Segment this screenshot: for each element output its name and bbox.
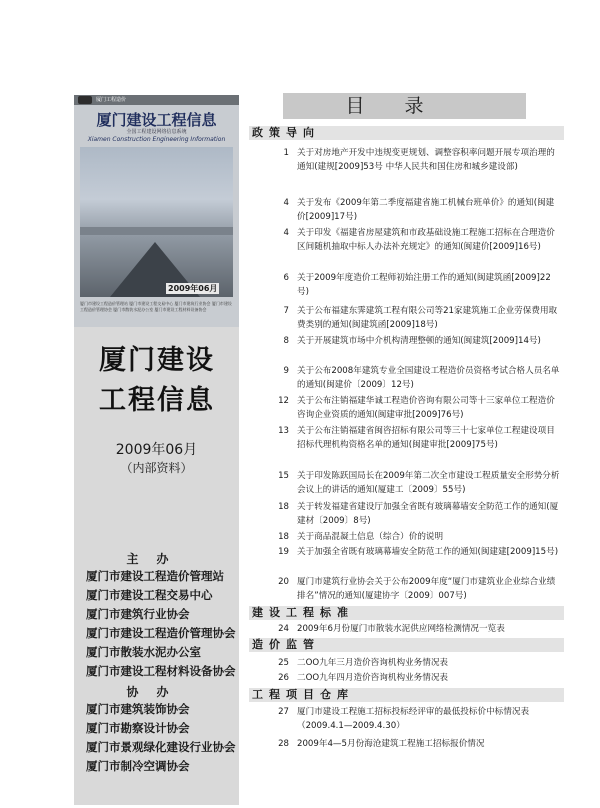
- publication-title: [82, 341, 232, 421]
- toc-entry-text: 关于印发《福建省房屋建筑和市政基础设施工程施工招标在合理造价区间随机抽取中标人办法补充规定》的通知(闽建价[2009]16号): [297, 228, 555, 252]
- toc-entry-text: 二OO九年三月造价咨询机构业务情况表: [297, 658, 449, 668]
- cover-title: 厦门建设工程信息: [96, 111, 217, 129]
- publication-title-line2: 工程信息: [99, 385, 215, 416]
- toc-section-project-warehouse: 工程项目仓库: [249, 688, 564, 702]
- cover-publisher: 厦门工程造价: [96, 97, 127, 103]
- toc-entry-text: 2009年6月份厦门市散装水泥供应网络检测情况一览表: [297, 624, 505, 634]
- cover-english-title: Xiamen Construction Engineering Information: [87, 136, 226, 143]
- host-item: 厦门市散装水泥办公室: [86, 645, 201, 659]
- toc-entry-text: 关于开展建筑市场中介机构清理整顿的通知(闽建筑[2009]14号): [297, 336, 541, 346]
- toc-page-number: 4: [283, 228, 289, 238]
- toc-page-number: 18: [278, 532, 289, 542]
- toc-entry-text: 关于商品混凝土信息（综合）价的说明: [297, 532, 444, 542]
- host-item: 厦门市建设工程造价管理站: [86, 569, 224, 583]
- toc-entry-text: 关于公布注销福建省闽咨招标有限公司等三十七家单位工程建设项目招标代理机构资格名单的通知(闽建审批[2009]75号): [297, 426, 555, 450]
- toc-entry-text: 厦门市建设工程施工招标投标经评审的最低投标价中标情况表（2009.4.1—2009.4.30）: [297, 707, 530, 731]
- cover-photo-highway: [80, 147, 233, 297]
- toc-page-number: 6: [283, 273, 289, 283]
- toc-entry-text: 关于公布注销福建华诚工程造价咨询有限公司等十三家单位工程造价咨询企业资质的通知(闽建审批[2009]76号): [297, 396, 555, 420]
- toc-entry-text: 关于发布《2009年第二季度福建省施工机械台班单价》的通知(闽建价[2009]17号): [297, 198, 555, 222]
- cohost-list: [86, 700, 236, 776]
- toc-page-number: 13: [278, 426, 289, 436]
- toc-section-cost-supervision: 造价监管: [249, 638, 564, 652]
- toc-entry-text: 2009年4—5月份海沧建筑工程施工招标报价情况: [297, 739, 485, 749]
- toc-entry-text: 二OO九年四月造价咨询机构业务情况表: [297, 673, 449, 683]
- cover-date: 2009年06月: [168, 284, 218, 293]
- left-column: [74, 95, 239, 805]
- toc-page-number: 25: [278, 658, 289, 668]
- toc-page-number: 4: [283, 198, 289, 208]
- cohost-heading: 协办: [126, 685, 187, 699]
- host-item: 厦门市建设工程材料设备协会: [86, 664, 236, 678]
- host-item: 厦门市建筑行业协会: [86, 607, 190, 621]
- toc-entry-text: 关于对房地产开发中违规变更规划、调整容积率问题开展专项治理的通知(建规[2009]53号 中华人民共和国住房和城乡建设部): [297, 148, 555, 172]
- publisher-logo-icon: [78, 96, 92, 104]
- toc-page-number: 19: [278, 547, 289, 557]
- toc-page-number: 28: [278, 739, 289, 749]
- toc-entry-text: 关于2009年度造价工程师初始注册工作的通知(闽建筑函[2009]22号): [297, 273, 551, 297]
- toc-page-number: 26: [278, 673, 289, 683]
- toc-page-number: 9: [283, 366, 289, 376]
- cohost-item: 厦门市景观绿化建设行业协会: [86, 740, 236, 754]
- toc-page-number: 15: [278, 471, 289, 481]
- bridge-shape: [80, 227, 233, 235]
- toc-entry-text: 厦门市建筑行业协会关于公布2009年度“厦门市建筑业企业综合业绩排名”情况的通知(厦建协字〔2009〕007号): [297, 577, 556, 601]
- host-item: 厦门市建设工程造价管理协会: [86, 626, 236, 640]
- toc-page-number: 1: [283, 148, 289, 158]
- host-list: [86, 567, 236, 681]
- toc-entry-text: 关于加强全省既有玻璃幕墙安全防范工作的通知(闽建建[2009]15号): [297, 547, 559, 557]
- toc-entry-text: 关于转发福建省建设厅加强全省既有玻璃幕墙安全防范工作的通知(厦建材〔2009〕8号): [297, 502, 559, 526]
- toc-page-number: 27: [278, 707, 289, 717]
- toc-page-number: 24: [278, 624, 289, 634]
- toc-page-number: 12: [278, 396, 289, 406]
- cover-thumbnail: [74, 95, 239, 327]
- cohost-item: 厦门市建筑装饰协会: [86, 702, 190, 716]
- toc-page-number: 7: [283, 306, 289, 316]
- cover-header-bar: [74, 95, 239, 105]
- internal-note: （内部资料）: [120, 461, 193, 475]
- toc-entry-text: 关于印发陈跃国局长在2009年第二次全市建设工程质量安全形势分析会议上的讲话的通知(厦建工〔2009〕55号): [297, 471, 560, 495]
- toc-page-number: 8: [283, 336, 289, 346]
- cohost-item: 厦门市制冷空调协会: [86, 759, 190, 773]
- cover-footer: 厦门市建设工程造价管理站 厦门市建设工程交易中心 厦门市建筑行业协会 厦门市建设工程造价管理协会 厦门市散装水泥办公室 厦门市建设工程材料设备协会: [80, 301, 232, 312]
- toc-entry-text: 关于公布福建东霁建筑工程有限公司等21家建筑施工企业劳保费用取费类别的通知(闽建筑函[2009]18号): [297, 306, 558, 330]
- toc-title: 目录: [283, 93, 526, 119]
- host-heading: 主办: [126, 552, 187, 566]
- publication-title-line1: 厦门建设: [99, 345, 215, 376]
- toc-page-number: 20: [278, 577, 289, 587]
- issue-date: 2009年06月: [115, 442, 198, 458]
- toc-section-standards: 建设工程标准: [249, 606, 564, 620]
- toc-entry-text: 关于公布2008年建筑专业全国建设工程造价员资格考试合格人员名单的通知(闽建价〔2009〕12号): [297, 366, 560, 390]
- cover-subtitle: 全国工程建设网络信息系统: [126, 129, 187, 135]
- cohost-item: 厦门市勘察设计协会: [86, 721, 190, 735]
- toc-page-number: 18: [278, 502, 289, 512]
- toc-section-policy: 政策导向: [249, 126, 564, 140]
- host-item: 厦门市建设工程交易中心: [86, 588, 213, 602]
